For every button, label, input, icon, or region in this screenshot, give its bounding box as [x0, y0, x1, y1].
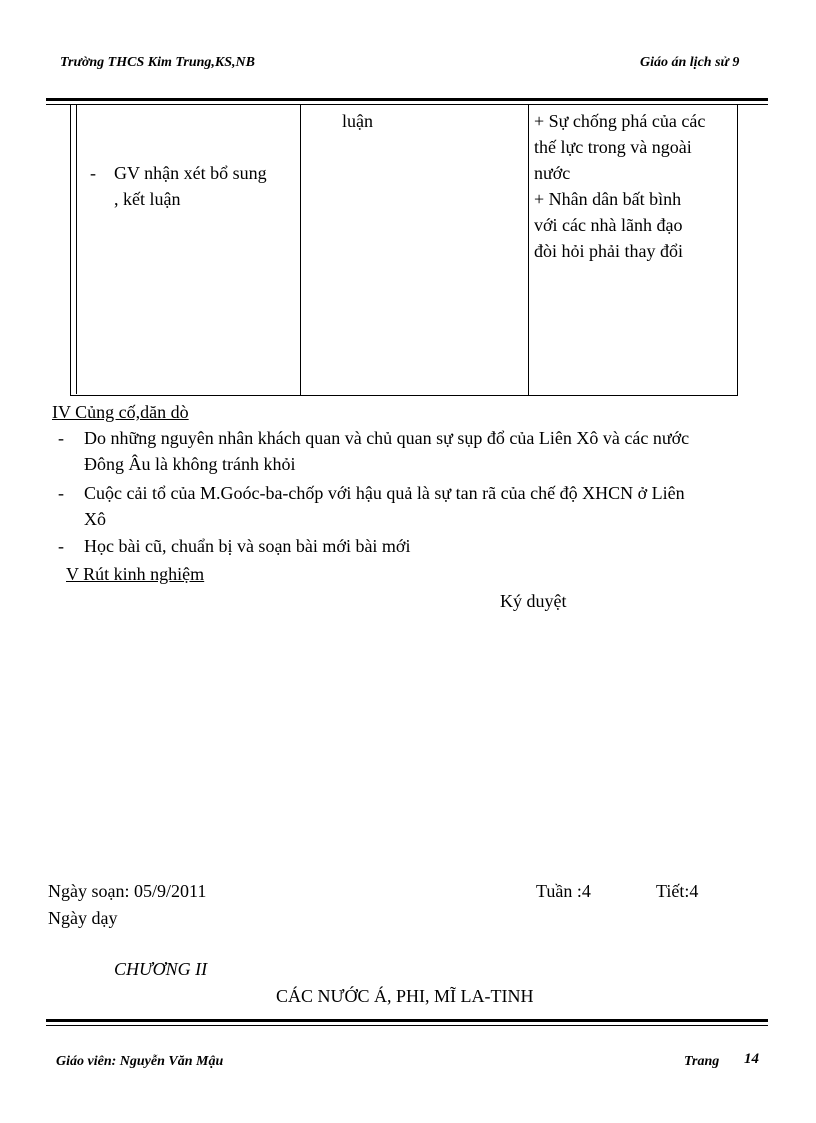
table-border-right: [737, 104, 738, 396]
footer-teacher: Giáo viên: Nguyễn Văn Mậu: [56, 1054, 224, 1069]
table-divider-2: [528, 104, 529, 396]
list-item-line2: Đông Âu là không tránh khỏi: [84, 454, 296, 474]
list-item-line2: Xô: [84, 509, 106, 529]
table-col1-line2: , kết luận: [114, 189, 181, 209]
table-col3-line: + Sự chống phá của các: [534, 111, 706, 131]
teach-date: Ngày dạy: [48, 908, 118, 928]
prep-date: Ngày soạn: 05/9/2011: [48, 881, 207, 901]
section4-title: IV Củng cố,dăn dò: [52, 402, 189, 422]
table-col1-bullet: -: [90, 163, 96, 183]
table-border-bottom: [70, 395, 738, 396]
table-col3-line: đòi hỏi phải thay đổi: [534, 241, 683, 261]
table-border-left: [70, 104, 71, 396]
footer-page-number: 14: [744, 1051, 759, 1067]
bullet-dash: -: [58, 483, 64, 503]
table-col3-line: nước: [534, 163, 571, 183]
period-label: Tiết:4: [656, 881, 699, 901]
list-item-line1: Do những nguyên nhân khách quan và chủ quan sự sụp đổ của Liên Xô và các nước: [84, 428, 690, 448]
section5-title: V Rút kinh nghiệm: [66, 564, 205, 584]
footer-rule-thin: [46, 1025, 768, 1026]
header-rule-thin: [46, 104, 768, 105]
table-border-left-inner: [76, 104, 77, 394]
list-item-line1: Cuộc cải tổ của M.Goóc-ba-chốp với hậu quả là sự tan rã của chế độ XHCN ở Liên: [84, 483, 685, 503]
approval-label: Ký duyệt: [500, 591, 567, 611]
chapter-label: CHƯƠNG II: [114, 959, 208, 979]
header-school: Trường THCS Kim Trung,KS,NB: [60, 55, 255, 70]
week-label: Tuần :4: [536, 881, 591, 901]
table-col3-line: thế lực trong và ngoài: [534, 137, 692, 157]
header-subject: Giáo án lịch sử 9: [640, 55, 740, 70]
list-item-line1: Học bài cũ, chuẩn bị và soạn bài mới bài mới: [84, 536, 411, 556]
table-col2-text: luận: [342, 111, 373, 131]
table-col3-line: + Nhân dân bất bình: [534, 189, 682, 209]
header-rule-thick: [46, 98, 768, 101]
bullet-dash: -: [58, 536, 64, 556]
footer-rule-thick: [46, 1019, 768, 1022]
table-col1-line1: GV nhận xét bổ sung: [114, 163, 267, 183]
footer-page-label: Trang: [684, 1054, 720, 1069]
table-col3-line: với các nhà lãnh đạo: [534, 215, 683, 235]
chapter-title: CÁC NƯỚC Á, PHI, MĨ LA-TINH: [276, 986, 534, 1006]
table-divider-1: [300, 104, 301, 396]
bullet-dash: -: [58, 428, 64, 448]
